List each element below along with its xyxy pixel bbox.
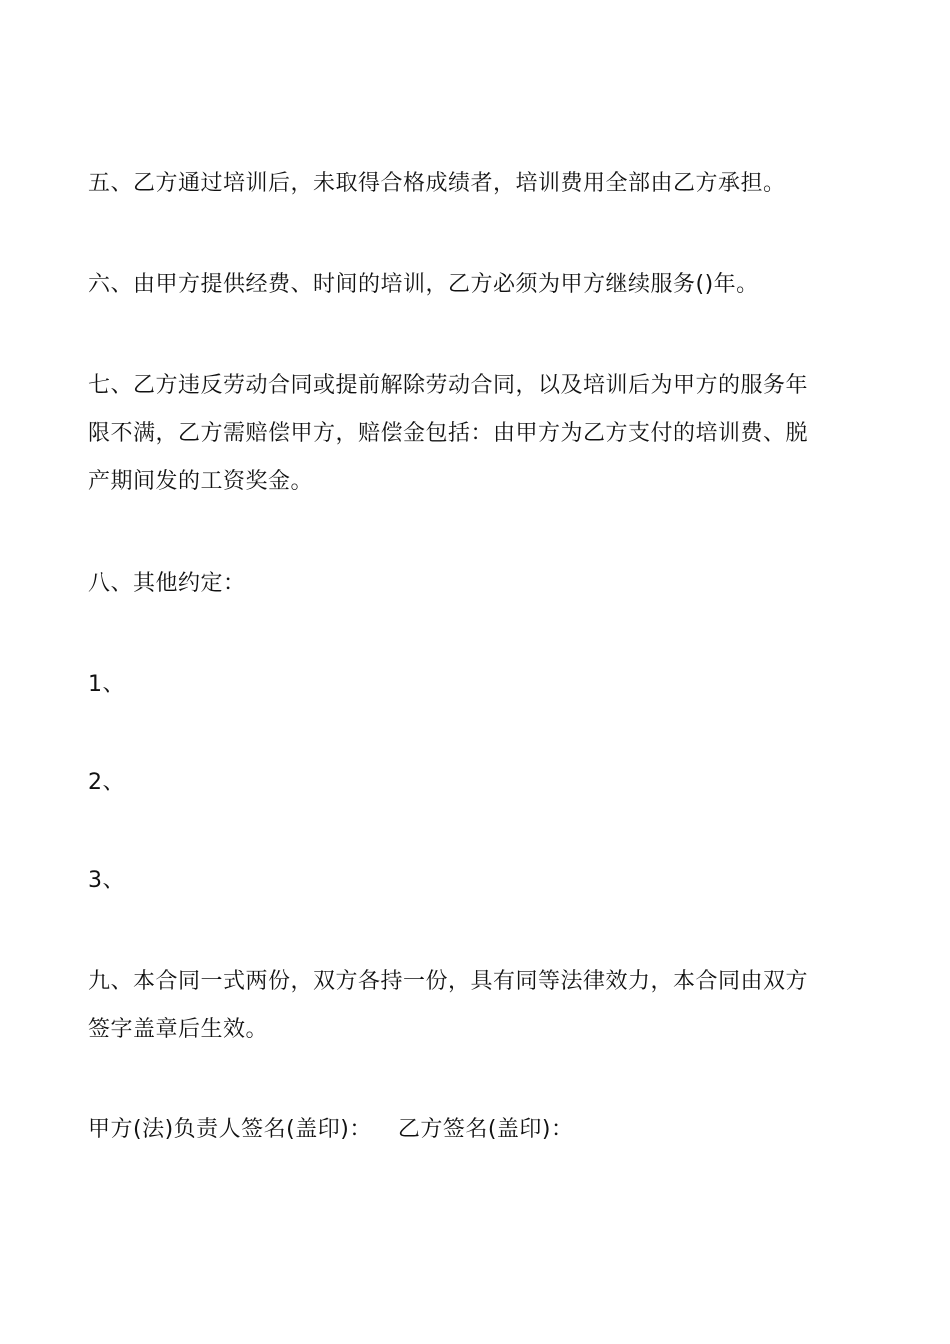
clause-9-line-1: 九、本合同一式两份，双方各持一份，具有同等法律效力，本合同由双方 bbox=[88, 969, 809, 994]
other-item-1-text: 1、 bbox=[88, 672, 125, 697]
party-b-signature-label: 乙方签名(盖印)： bbox=[397, 1117, 574, 1142]
clause-7-line-1: 七、乙方违反劳动合同或提前解除劳动合同，以及培训后为甲方的服务年 bbox=[88, 373, 809, 398]
other-item-3 bbox=[88, 857, 868, 905]
clause-9 bbox=[88, 958, 868, 1054]
signature-line bbox=[88, 1106, 868, 1154]
clause-9-line-2: 签字盖章后生效。 bbox=[88, 1017, 269, 1042]
other-item-2-text: 2、 bbox=[88, 770, 125, 795]
clause-5 bbox=[88, 160, 868, 208]
clause-5-text: 五、乙方通过培训后，未取得合格成绩者，培训费用全部由乙方承担。 bbox=[88, 171, 786, 196]
clause-7 bbox=[88, 362, 868, 506]
clause-8 bbox=[88, 560, 868, 608]
clause-7-line-2: 限不满，乙方需赔偿甲方，赔偿金包括：由甲方为乙方支付的培训费、脱 bbox=[88, 421, 809, 446]
clause-8-text: 八、其他约定： bbox=[88, 571, 246, 596]
clause-6 bbox=[88, 261, 868, 309]
party-a-signature-label: 甲方(法)负责人签名(盖印)： bbox=[88, 1117, 372, 1142]
clause-7-line-3: 产期间发的工资奖金。 bbox=[88, 469, 314, 494]
other-item-1 bbox=[88, 661, 868, 709]
signature-row bbox=[88, 1106, 868, 1154]
other-item-2 bbox=[88, 759, 868, 807]
other-item-3-text: 3、 bbox=[88, 868, 125, 893]
clause-6-text: 六、由甲方提供经费、时间的培训，乙方必须为甲方继续服务()年。 bbox=[88, 272, 759, 297]
